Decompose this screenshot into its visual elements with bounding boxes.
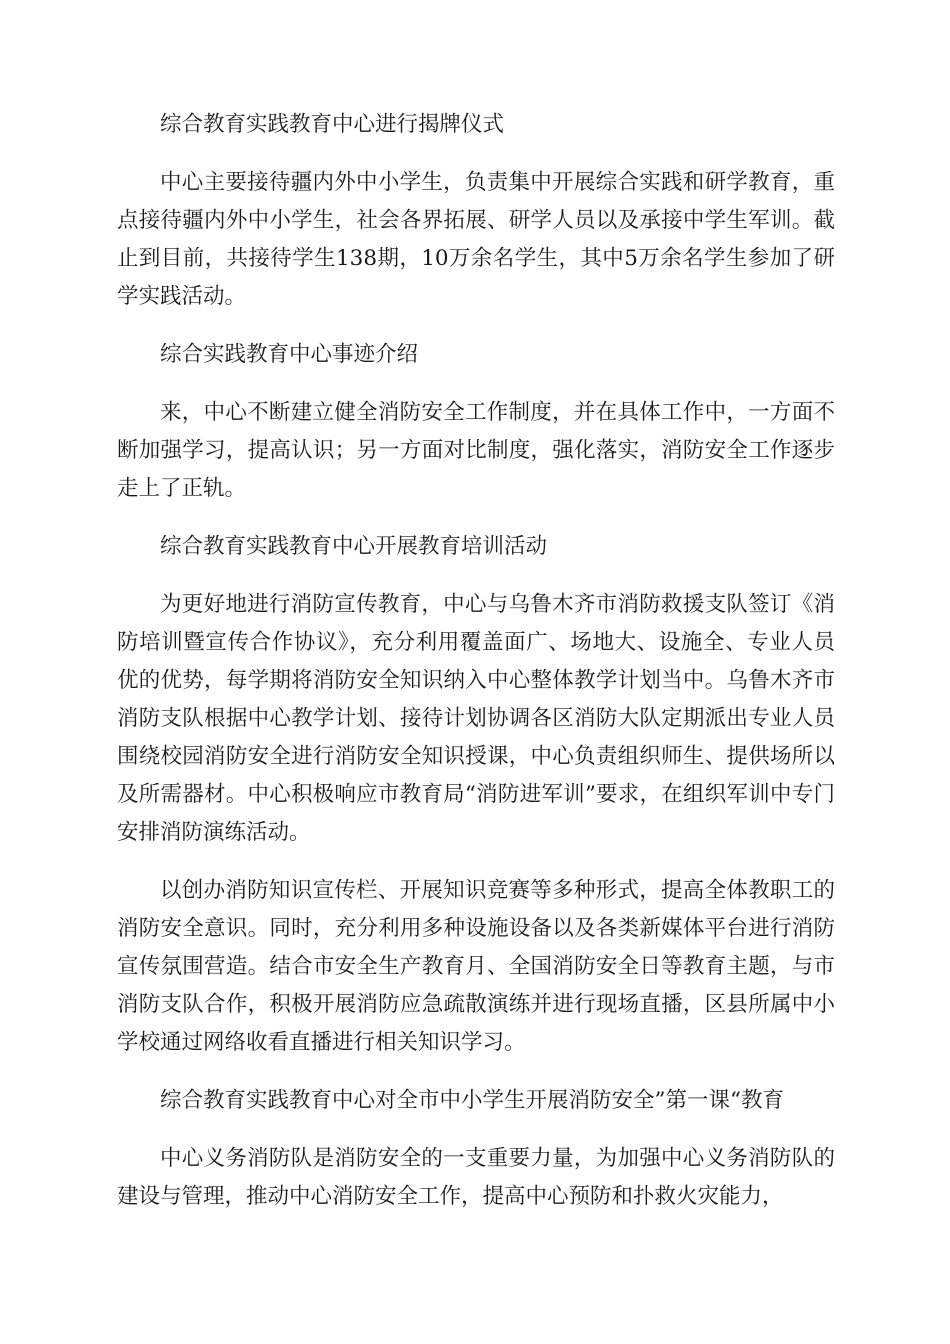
document-body	[117, 106, 835, 1236]
image-caption-first-lesson: 综合教育实践教育中心对全市中小学生开展消防安全”第一课“教育	[160, 1088, 784, 1113]
paragraph-center-overview: 中心主要接待疆内外中小学生，负责集中开展综合实践和研学教育，重点接待疆内外中小学生，社会各界拓展、研学人员以及承接中学生军训。截止到目前，共接待学生138期，10万余名学生，其中5万余名学生参加了研学实践活动。	[117, 170, 835, 309]
paragraph-fire-safety-system: 来，中心不断建立健全消防安全工作制度，并在具体工作中，一方面不断加强学习，提高认识；另一方面对比制度，强化落实，消防安全工作逐步走上了正轨。	[117, 400, 835, 501]
paragraph-fire-awareness-activities: 以创办消防知识宣传栏、开展知识竞赛等多种形式，提高全体教职工的消防安全意识。同时，充分利用多种设施设备以及各类新媒体平台进行消防宣传氛围营造。结合市安全生产教育月、全国消防安全日等教育主题，与市消防支队合作，积极开展消防应急疏散演练并进行现场直播，区县所属中小学校通过网络收看直播进行相关知识学习。	[117, 878, 835, 1055]
paragraph-volunteer-fire-brigade: 中心义务消防队是消防安全的一支重要力量，为加强中心义务消防队的建设与管理，推动中心消防安全工作，提高中心预防和扑救火灾能力，	[117, 1146, 835, 1209]
paragraph-fire-publicity-cooperation: 为更好地进行消防宣传教育，中心与乌鲁木齐市消防救援支队签订《消防培训暨宣传合作协议》，充分利用覆盖面广、场地大、设施全、专业人员优的优势，每学期将消防安全知识纳入中心整体教学计划当中。乌鲁木齐市消防支队根据中心教学计划、接待计划协调各区消防大队定期派出专业人员围绕校园消防安全进行消防安全知识授课，中心负责组织师生、提供场所以及所需器材。中心积极响应市教育局“消防进军训”要求，在组织军训中专门安排消防演练活动。	[117, 592, 835, 845]
image-caption-deeds-introduction: 综合实践教育中心事迹介绍	[160, 342, 419, 367]
image-caption-unveiling-ceremony: 综合教育实践教育中心进行揭牌仪式	[160, 112, 505, 137]
image-caption-training-activity: 综合教育实践教育中心开展教育培训活动	[160, 534, 548, 559]
